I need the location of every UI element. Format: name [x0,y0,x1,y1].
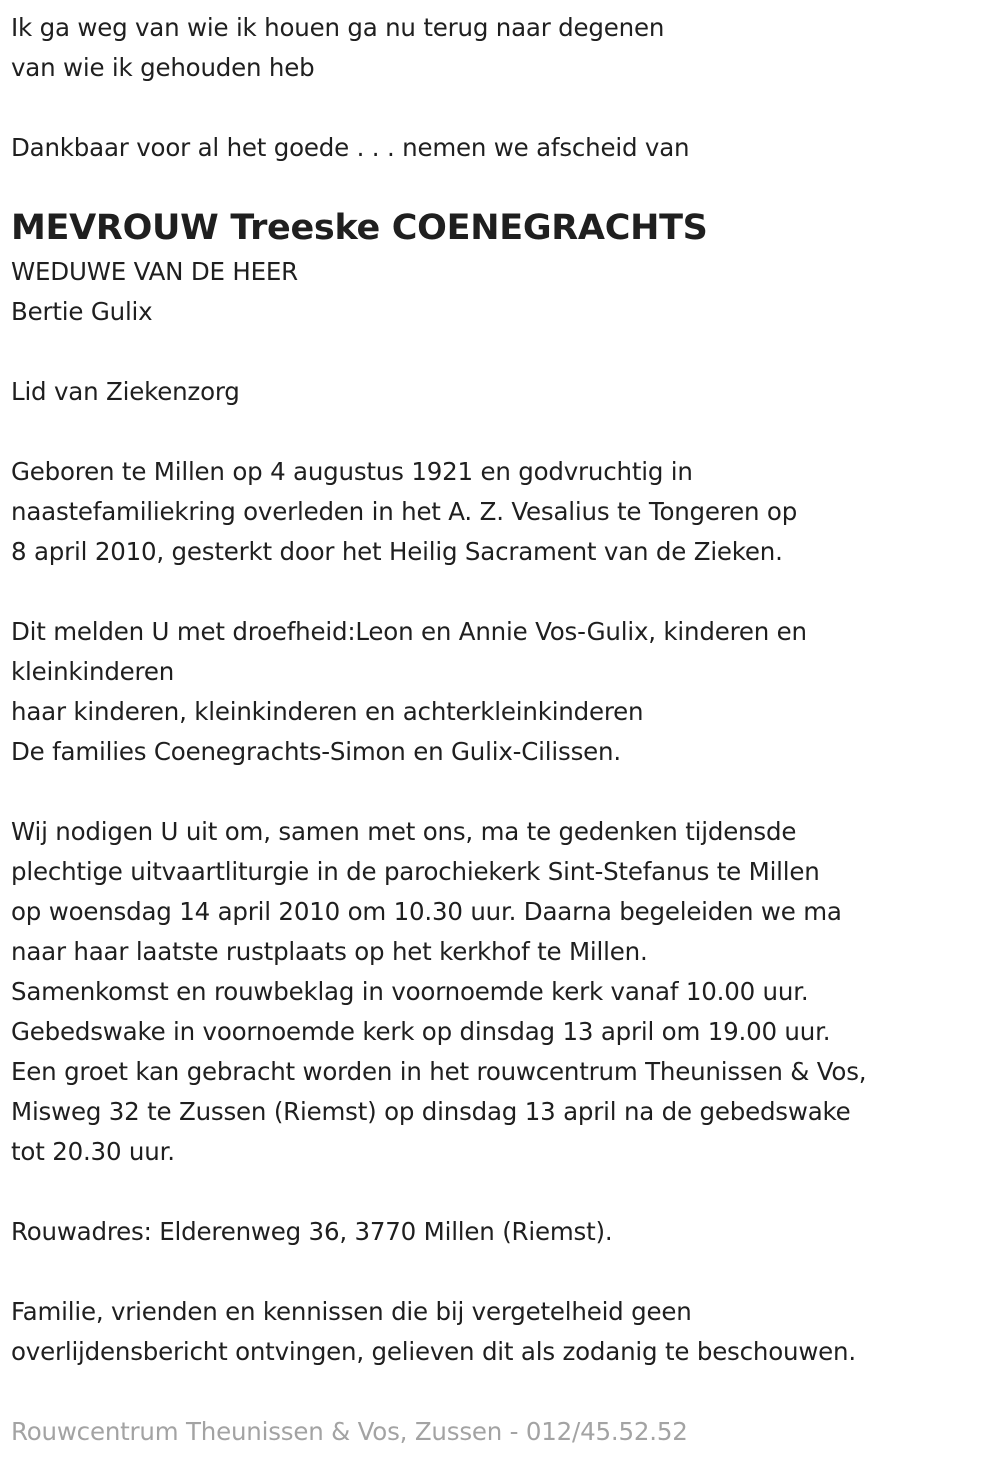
paragraph-line: op woensdag 14 april 2010 om 10.30 uur. Daarna begeleiden we ma [11,897,842,926]
obituary-notice [11,8,986,1452]
poem-line: Ik ga weg van wie ik houen ga nu terug naar degenen [11,13,665,42]
paragraph-line: Samenkomst en rouwbeklag in voornoemde kerk vanaf 10.00 uur. [11,977,809,1006]
paragraph-line: Gebedswake in voornoemde kerk op dinsdag 13 april om 19.00 uur. [11,1017,831,1046]
paragraph-line: De families Coenegrachts-Simon en Gulix-Cilissen. [11,737,621,766]
spouse-name: Bertie Gulix [11,297,153,326]
deceased-name: MEVROUW Treeske COENEGRACHTS [11,208,708,248]
funeral-home-footer: Rouwcentrum Theunissen & Vos, Zussen - 012/45.52.52 [11,1417,688,1446]
paragraph-line: naar haar laatste rustplaats op het kerkhof te Millen. [11,937,648,966]
paragraph-line: Familie, vrienden en kennissen die bij vergetelheid geen [11,1297,692,1326]
paragraph-line: Geboren te Millen op 4 augustus 1921 en godvruchtig in [11,457,693,486]
paragraph-line: Wij nodigen U uit om, samen met ons, ma te gedenken tijdensde [11,817,797,846]
paragraph-line: Dit melden U met droefheid:Leon en Annie Vos-Gulix, kinderen en [11,617,807,646]
widow-line: WEDUWE VAN DE HEER [11,257,299,286]
paragraph-line: naastefamiliekring overleden in het A. Z. Vesalius te Tongeren op [11,497,798,526]
paragraph-line: kleinkinderen [11,657,175,686]
paragraph-line: tot 20.30 uur. [11,1137,175,1166]
poem [11,8,986,88]
paragraph-line: Een groet kan gebracht worden in het rouwcentrum Theunissen & Vos, [11,1057,867,1086]
paragraph-line: haar kinderen, kleinkinderen en achterkleinkinderen [11,697,644,726]
notice-paragraph [11,1292,986,1372]
ceremony-paragraph [11,812,986,1172]
family-paragraph [11,612,986,772]
membership-text: Lid van Ziekenzorg [11,377,240,406]
poem-line: van wie ik gehouden heb [11,53,315,82]
mourning-address: Rouwadres: Elderenweg 36, 3770 Millen (Riemst). [11,1217,613,1246]
paragraph-line: plechtige uitvaartliturgie in de parochiekerk Sint-Stefanus te Millen [11,857,820,886]
paragraph-line: 8 april 2010, gesterkt door het Heilig Sacrament van de Zieken. [11,537,783,566]
paragraph-line: overlijdensbericht ontvingen, gelieven dit als zodanig te beschouwen. [11,1337,856,1366]
paragraph-line: Misweg 32 te Zussen (Riemst) op dinsdag 13 april na de gebedswake [11,1097,851,1126]
birth-death-paragraph [11,452,986,572]
intro-text: Dankbaar voor al het goede . . . nemen we afscheid van [11,133,690,162]
